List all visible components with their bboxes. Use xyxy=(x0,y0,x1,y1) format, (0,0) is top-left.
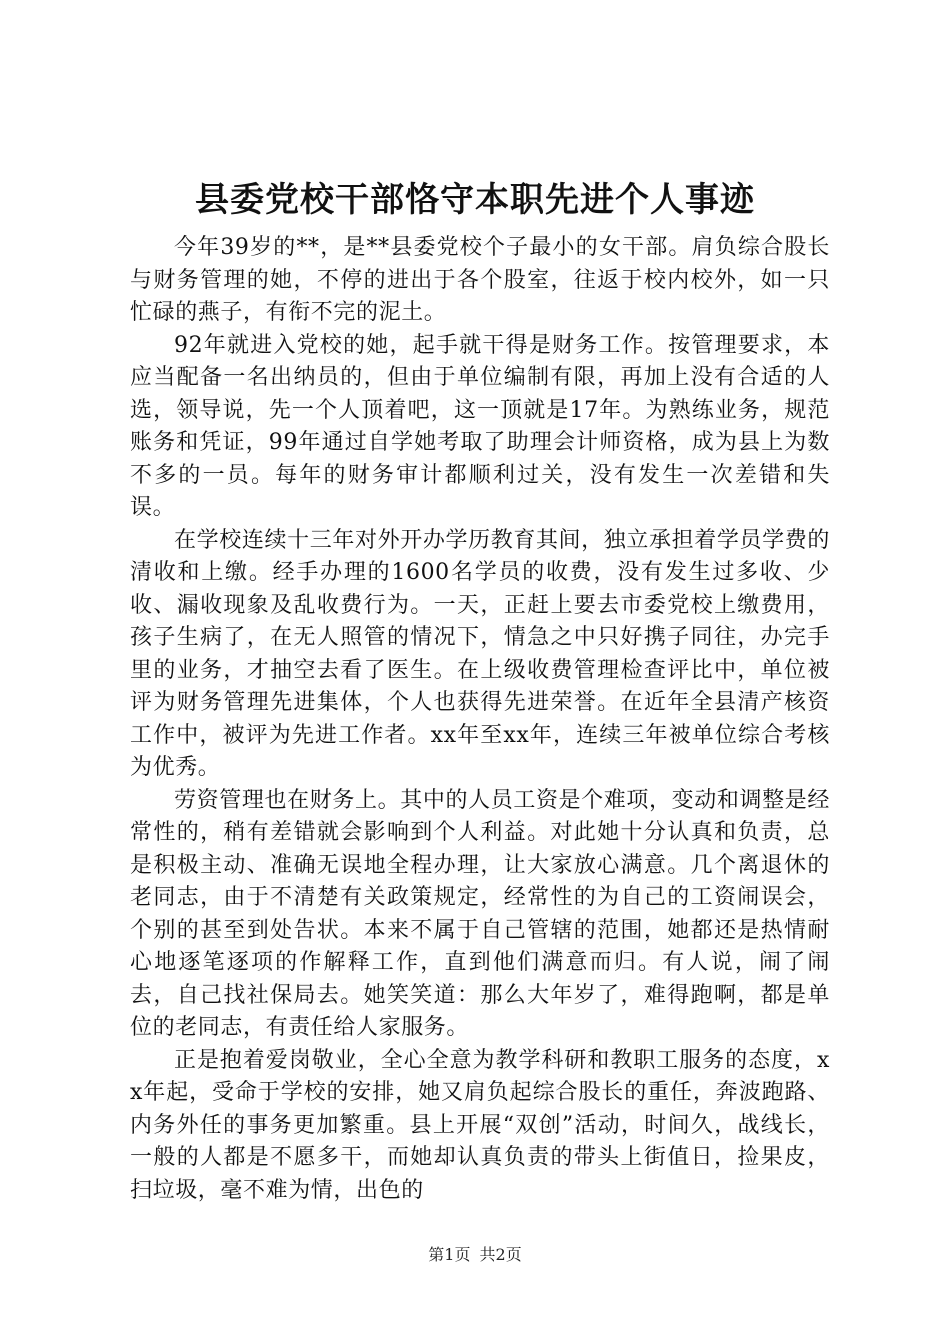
paragraph-4: 劳资管理也在财务上。其中的人员工资是个难项，变动和调整是经常性的，稍有差错就会影响到个人利益。对此她十分认真和负责，总是积极主动、准确无误地全程办理，让大家放心满意。几个离退休的老同志，由于不清楚有关政策规定，经常性的为自己的工资闹误会，个别的甚至到处告状。本来不属于自己管辖的范围，她都还是热情耐心地逐笔逐项的作解释工作，直到他们满意而归。有人说，闹了闹去，自己找社保局去。她笑笑道：那么大年岁了，难得跑啊，都是单位的老同志，有责任给人家服务。 xyxy=(130,787,830,1040)
document-title: 县委党校干部恪守本职先进个人事迹 xyxy=(195,180,755,220)
paragraph-2: 92年就进入党校的她，起手就干得是财务工作。按管理要求，本应当配备一名出纳员的，但由于单位编制有限，再加上没有合适的人选，领导说，先一个人顶着吧，这一顶就是17年。为熟练业务，规范账务和凭证，99年通过自学她考取了助理会计师资格，成为县上为数不多的一员。每年的财务审计都顺利过关，没有发生一次差错和失误。 xyxy=(130,332,830,520)
page-total: 共2页 xyxy=(479,1245,522,1264)
page-number: 第1页 xyxy=(428,1245,471,1264)
document-body xyxy=(130,232,830,1207)
paragraph-3: 在学校连续十三年对外开办学历教育其间，独立承担着学员学费的清收和上缴。经手办理的1600名学员的收费，没有发生过多收、少收、漏收现象及乱收费行为。一天，正赶上要去市委党校上缴费用，孩子生病了，在无人照管的情况下，情急之中只好携子同往，办完手里的业务，才抽空去看了医生。在上级收费管理检查评比中，单位被评为财务管理先进集体，个人也获得先进荣誉。在近年全县清产核资工作中，被评为先进工作者。xx年至xx年，连续三年被单位综合考核为优秀。 xyxy=(130,527,830,780)
page-footer xyxy=(0,1242,950,1265)
paragraph-1: 今年39岁的**，是**县委党校个子最小的女干部。肩负综合股长与财务管理的她，不停的进出于各个股室，往返于校内校外，如一只忙碌的燕子，有衔不完的泥土。 xyxy=(130,235,830,325)
paragraph-5: 正是抱着爱岗敬业，全心全意为教学科研和教职工服务的态度，xx年起，受命于学校的安排，她又肩负起综合股长的重任，奔波跑路、内务外任的事务更加繁重。县上开展“双创”活动，时间久，战线长，一般的人都是不愿多干，而她却认真负责的带头上街值日，捡果皮，扫垃圾，毫不难为情，出色的 xyxy=(130,1047,830,1203)
